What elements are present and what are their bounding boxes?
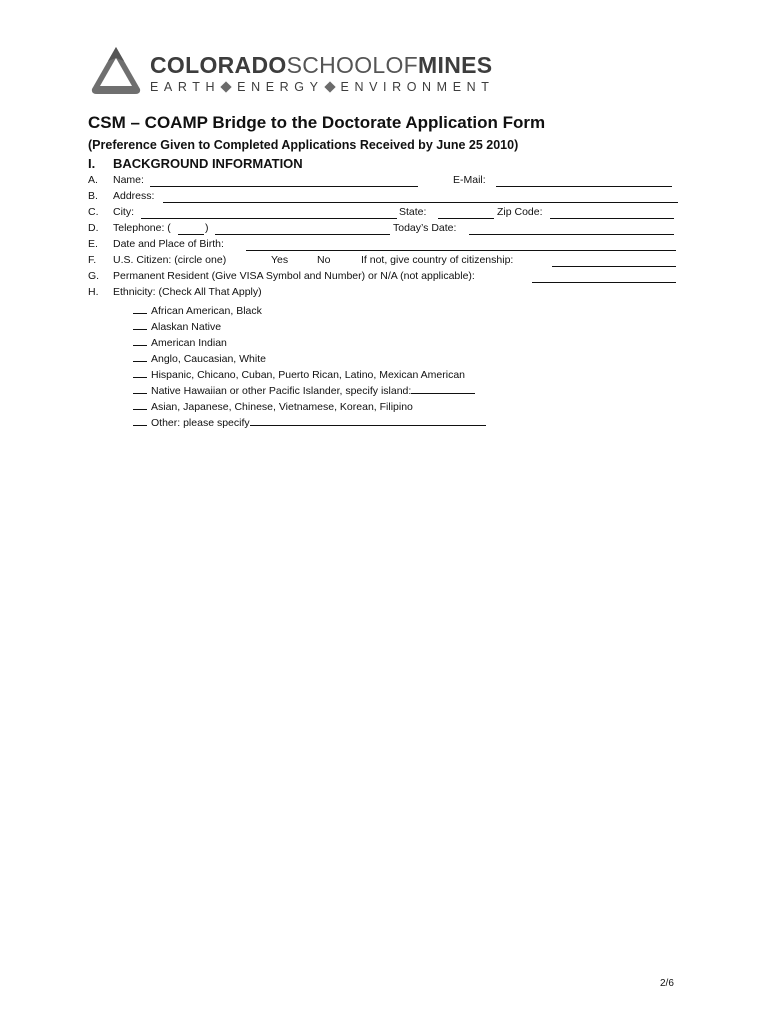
zip-field[interactable] — [550, 218, 674, 219]
citizenship-country-label: If not, give country of citizenship: — [361, 254, 514, 266]
field-letter: C. — [88, 206, 99, 218]
field-row-name — [88, 174, 678, 190]
form-title: CSM – COAMP Bridge to the Doctorate Application Form — [88, 113, 546, 132]
ethnicity-option-label: Anglo, Caucasian, White — [151, 353, 266, 365]
field-letter: D. — [88, 222, 99, 234]
telephone-field[interactable] — [215, 234, 390, 235]
ethnicity-option[interactable] — [133, 399, 413, 413]
field-letter: G. — [88, 270, 100, 282]
citizen-yes-option[interactable]: Yes — [271, 254, 289, 266]
city-label: City: — [113, 206, 134, 218]
name-label: Name: — [113, 174, 144, 186]
field-row-resident — [88, 270, 678, 286]
logo-word-colorado: COLORADO — [150, 52, 287, 78]
field-row-telephone — [88, 222, 678, 238]
name-field[interactable] — [150, 186, 418, 187]
ethnicity-option[interactable] — [133, 303, 262, 317]
email-label: E-Mail: — [453, 174, 486, 186]
section-title: BACKGROUND INFORMATION — [113, 156, 303, 171]
checkbox-blank[interactable] — [133, 367, 147, 378]
resident-label: Permanent Resident (Give VISA Symbol and Number) or N/A (not applicable): — [113, 270, 475, 282]
tagline-earth: EARTH — [150, 80, 221, 94]
birth-label: Date and Place of Birth: — [113, 238, 224, 250]
logo-tagline — [150, 80, 495, 94]
citizen-no-option[interactable]: No — [317, 254, 331, 266]
page-number: 2/6 — [660, 978, 674, 989]
checkbox-blank[interactable] — [133, 319, 147, 330]
ethnicity-option-label: Other: please specify — [151, 417, 250, 429]
logo-word-mines: MINES — [418, 52, 493, 78]
ethnicity-option[interactable] — [133, 383, 475, 397]
field-letter: F. — [88, 254, 97, 266]
birth-field[interactable] — [246, 250, 676, 251]
logo-word-schoolof: SCHOOLOF — [286, 52, 419, 78]
field-row-address — [88, 190, 678, 206]
section-number: I. — [88, 156, 96, 171]
field-row-city — [88, 206, 678, 222]
city-field[interactable] — [141, 218, 397, 219]
address-label: Address: — [113, 190, 155, 202]
ethnicity-option[interactable] — [133, 335, 227, 349]
address-field[interactable] — [163, 202, 678, 203]
ethnicity-option-label: Native Hawaiian or other Pacific Islander, specify island: — [151, 385, 412, 397]
ethnicity-option[interactable] — [133, 351, 266, 365]
school-logo — [88, 44, 498, 100]
checkbox-blank[interactable] — [133, 383, 147, 394]
other-specify-field[interactable] — [250, 415, 486, 426]
logo-wordmark — [150, 52, 492, 79]
telephone-label: Telephone: ( — [113, 222, 171, 234]
telephone-paren: ) — [205, 222, 209, 234]
preference-note: (Preference Given to Completed Applications Received by June 25 2010) — [88, 138, 519, 152]
tagline-diamond-icon — [220, 82, 231, 93]
field-letter: H. — [88, 286, 99, 298]
island-field[interactable] — [411, 383, 475, 394]
ethnicity-option[interactable] — [133, 319, 221, 333]
resident-field[interactable] — [532, 282, 676, 283]
checkbox-blank[interactable] — [133, 303, 147, 314]
todays-date-field[interactable] — [469, 234, 674, 235]
ethnicity-option-label: American Indian — [151, 337, 227, 349]
field-letter: B. — [88, 190, 98, 202]
citizen-label: U.S. Citizen: (circle one) — [113, 254, 227, 266]
ethnicity-option[interactable] — [133, 367, 465, 381]
zip-label: Zip Code: — [497, 206, 543, 218]
tagline-energy: ENERGY — [237, 80, 324, 94]
state-field[interactable] — [438, 218, 494, 219]
ethnicity-option-label: African American, Black — [151, 305, 262, 317]
section-heading — [88, 156, 303, 171]
todays-date-label: Today’s Date: — [393, 222, 457, 234]
field-letter: A. — [88, 174, 98, 186]
ethnicity-option[interactable] — [133, 415, 486, 429]
checkbox-blank[interactable] — [133, 351, 147, 362]
field-row-birth — [88, 238, 678, 254]
mines-logo-icon — [88, 44, 144, 100]
field-row-citizen — [88, 254, 678, 270]
checkbox-blank[interactable] — [133, 415, 147, 426]
ethnicity-option-label: Asian, Japanese, Chinese, Vietnamese, Korean, Filipino — [151, 401, 413, 413]
checkbox-blank[interactable] — [133, 399, 147, 410]
field-row-ethnicity — [88, 286, 678, 302]
tagline-diamond-icon — [324, 82, 335, 93]
state-label: State: — [399, 206, 427, 218]
area-code-field[interactable] — [178, 234, 204, 235]
ethnicity-option-label: Alaskan Native — [151, 321, 222, 333]
tagline-environment: ENVIRONMENT — [340, 80, 495, 94]
citizenship-country-field[interactable] — [552, 266, 676, 267]
field-letter: E. — [88, 238, 98, 250]
ethnicity-option-label: Hispanic, Chicano, Cuban, Puerto Rican, Latino, Mexican American — [151, 369, 465, 381]
email-field[interactable] — [496, 186, 672, 187]
checkbox-blank[interactable] — [133, 335, 147, 346]
ethnicity-label: Ethnicity: (Check All That Apply) — [113, 286, 262, 298]
